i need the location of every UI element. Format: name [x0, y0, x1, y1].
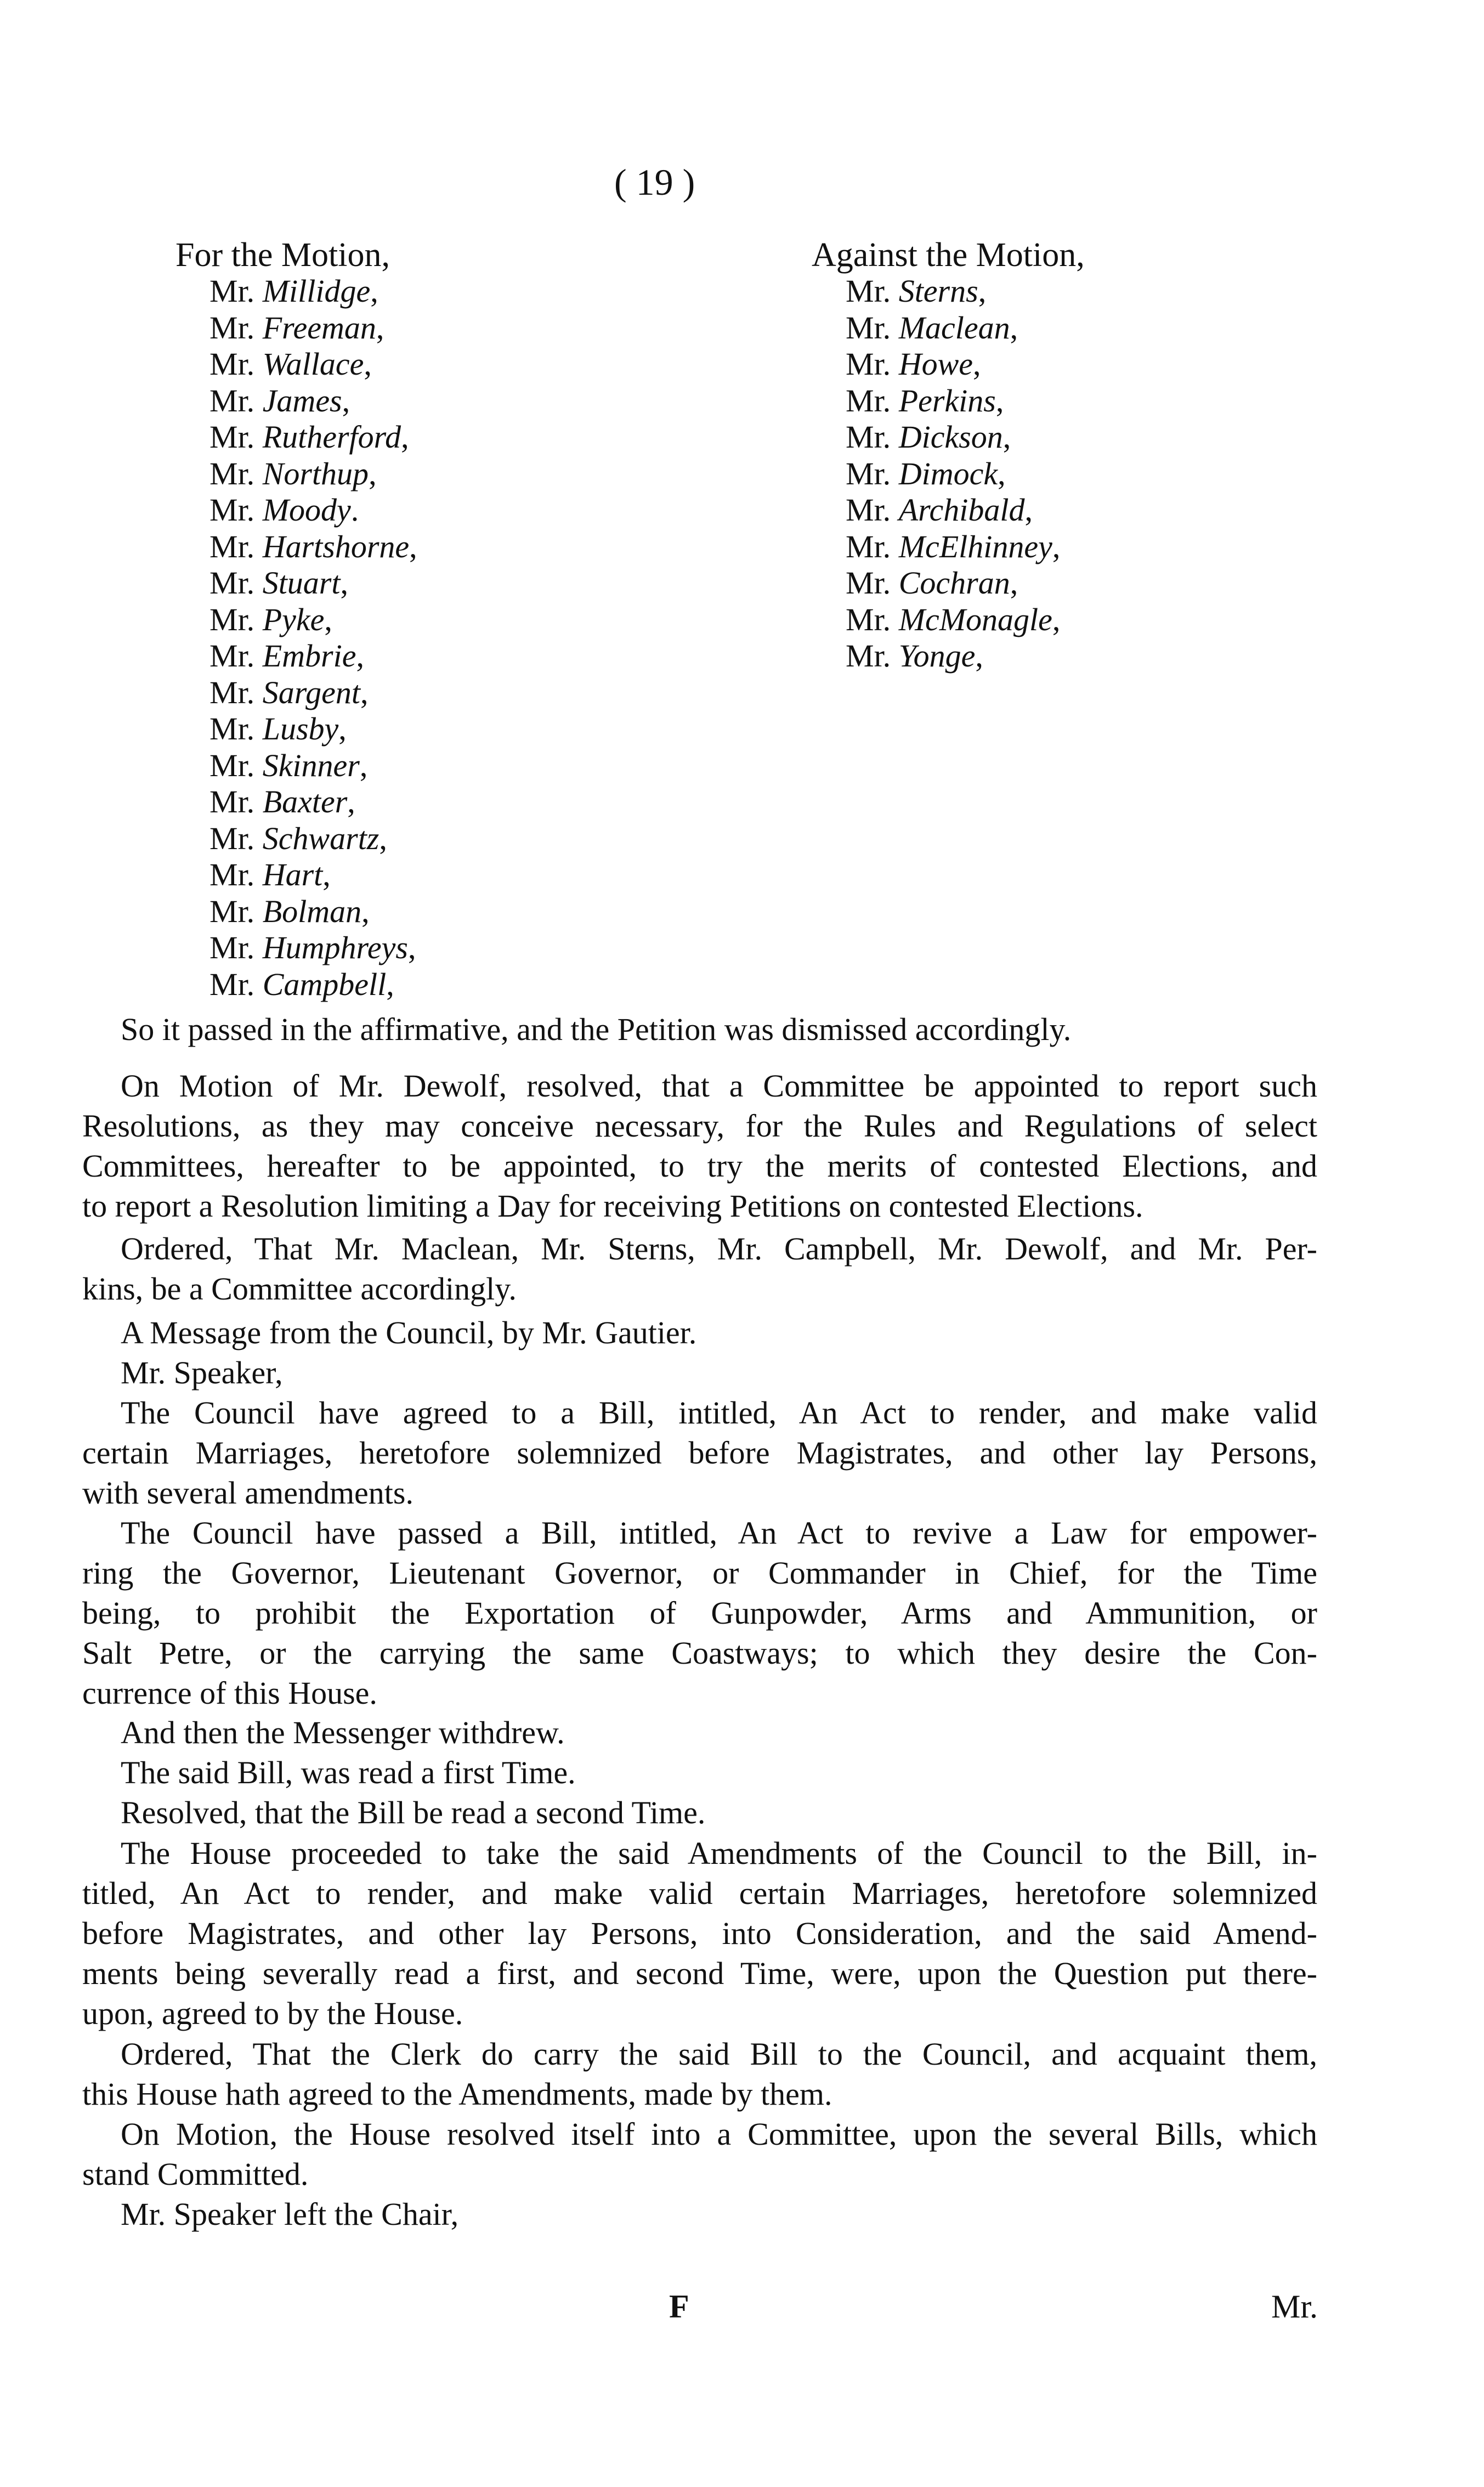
member-entry	[812, 602, 1085, 638]
member-title: Mr.	[209, 784, 255, 819]
member-name: Millidge	[262, 273, 371, 309]
member-title: Mr.	[209, 857, 255, 892]
member-separator: ,	[1010, 309, 1018, 346]
text-line: certain Marriages, heretofore solemnized before Magistrates, and other lay Persons,	[82, 1435, 1317, 1471]
member-name: Schwartz	[262, 820, 380, 856]
text-line: The Council have agreed to a Bill, intitled, An Act to render, and make valid	[121, 1395, 1317, 1431]
member-title: Mr.	[846, 565, 891, 601]
member-entry	[175, 711, 417, 748]
member-separator: ,	[340, 565, 348, 601]
text-line: this House hath agreed to the Amendments, made by them.	[82, 2076, 832, 2112]
member-name: Freeman	[262, 309, 376, 346]
member-separator: ,	[975, 638, 983, 674]
paragraph	[82, 1229, 1317, 1309]
member-title: Mr.	[209, 309, 255, 346]
paragraph	[82, 1753, 1317, 1793]
member-title: Mr.	[846, 419, 891, 455]
member-separator: ,	[1002, 419, 1011, 455]
text-line: with several amendments.	[82, 1475, 414, 1511]
member-separator: ,	[1010, 565, 1018, 601]
member-entry	[175, 492, 417, 529]
member-name: Embrie	[262, 638, 356, 674]
member-separator: ,	[359, 747, 368, 783]
text-line: ments being severally read a first, and second Time, were, upon the Question put there-	[82, 1955, 1317, 1991]
member-separator: ,	[356, 638, 364, 674]
member-title: Mr.	[846, 528, 891, 564]
member-entry	[812, 638, 1085, 675]
member-title: Mr.	[846, 309, 891, 346]
text-line: The Council have passed a Bill, intitled, An Act to revive a Law for empower-	[121, 1515, 1317, 1551]
member-separator: ,	[407, 930, 416, 965]
member-separator: ,	[347, 784, 355, 819]
member-title: Mr.	[209, 893, 255, 929]
text-line: ring the Governor, Lieutenant Governor, or Commander in Chief, for the Time	[82, 1555, 1317, 1591]
member-entry	[175, 565, 417, 602]
text-line: stand Committed.	[82, 2156, 309, 2192]
member-title: Mr.	[209, 747, 255, 783]
member-entry	[175, 529, 417, 566]
member-name: Rutherford	[262, 419, 401, 455]
member-entry	[812, 273, 1085, 310]
paragraph	[82, 1066, 1317, 1226]
text-line: Mr. Speaker,	[121, 1355, 283, 1391]
text-line: On Motion of Mr. Dewolf, resolved, that a Committee be appointed to report such	[121, 1068, 1317, 1104]
member-title: Mr.	[209, 674, 255, 710]
paragraph	[82, 1793, 1317, 1833]
member-entry	[175, 748, 417, 784]
text-line: being, to prohibit the Exportation of Gunpowder, Arms and Ammunition, or	[82, 1595, 1317, 1631]
member-title: Mr.	[209, 273, 255, 309]
text-line: So it passed in the affirmative, and the Petition was dismissed accordingly.	[121, 1011, 1072, 1047]
member-separator: ,	[376, 309, 384, 346]
member-name: Cochran	[898, 565, 1010, 601]
text-line: before Magistrates, and other lay Persons, into Consideration, and the said Amend-	[82, 1915, 1317, 1951]
member-entry	[175, 346, 417, 383]
for-motion-list	[175, 237, 417, 1003]
text-line: to report a Resolution limiting a Day for receiving Petitions on contested Elections.	[82, 1188, 1143, 1224]
member-separator: ,	[1052, 528, 1061, 564]
member-name: Hartshorne	[262, 528, 410, 564]
text-line: upon, agreed to by the House.	[82, 1996, 463, 2031]
text-line: currence of this House.	[82, 1675, 377, 1711]
text-line: On Motion, the House resolved itself into a Committee, upon the several Bills, which	[121, 2116, 1317, 2152]
member-separator: ,	[342, 382, 350, 419]
member-name: Baxter	[262, 784, 348, 819]
member-name: Hart	[262, 857, 323, 892]
member-title: Mr.	[209, 711, 255, 747]
member-title: Mr.	[209, 382, 255, 419]
text-line: The House proceeded to take the said Amendments of the Council to the Bill, in-	[121, 1835, 1317, 1871]
member-name: Sterns	[898, 273, 978, 309]
against-motion-list	[812, 237, 1085, 675]
member-name: Moody	[262, 492, 351, 528]
member-name: Stuart	[262, 565, 341, 601]
member-separator: ,	[379, 820, 387, 856]
member-title: Mr.	[209, 966, 255, 1002]
paragraph	[82, 1393, 1317, 1513]
text-line: Ordered, That the Clerk do carry the said Bill to the Council, and acquaint them,	[121, 2036, 1317, 2072]
member-title: Mr.	[209, 638, 255, 674]
paragraph	[82, 1009, 1317, 1049]
member-entry	[175, 638, 417, 675]
member-separator: ,	[386, 966, 394, 1002]
against-motion-heading: Against the Motion,	[812, 236, 1085, 274]
page-number: ( 19 )	[614, 161, 695, 203]
member-entry	[175, 602, 417, 638]
paragraph	[82, 1712, 1317, 1753]
member-name: Archibald	[898, 492, 1025, 528]
member-title: Mr.	[209, 930, 255, 965]
member-name: Sargent	[262, 674, 360, 710]
member-name: Yonge	[898, 638, 976, 674]
member-name: Dimock	[898, 455, 998, 491]
member-title: Mr.	[209, 492, 255, 528]
member-separator: ,	[401, 419, 409, 455]
member-entry	[175, 821, 417, 857]
member-separator: .	[350, 492, 359, 528]
text-line: And then the Messenger withdrew.	[121, 1715, 565, 1750]
member-entry	[175, 419, 417, 456]
member-name: Wallace	[262, 346, 364, 382]
text-line: titled, An Act to render, and make valid certain Marriages, heretofore solemnized	[82, 1875, 1317, 1911]
member-separator: ,	[322, 857, 331, 892]
signature-mark: F	[669, 2288, 689, 2325]
member-entry	[812, 492, 1085, 529]
member-entry	[812, 383, 1085, 420]
member-entry	[175, 310, 417, 347]
member-separator: ,	[370, 273, 378, 309]
member-entry	[175, 383, 417, 420]
member-title: Mr.	[209, 601, 255, 637]
paragraph	[82, 2034, 1317, 2114]
member-title: Mr.	[209, 455, 255, 491]
member-separator: ,	[360, 674, 369, 710]
member-entry	[812, 419, 1085, 456]
member-title: Mr.	[209, 346, 255, 382]
member-name: Bolman	[262, 893, 362, 929]
member-entry	[175, 675, 417, 711]
member-title: Mr.	[846, 455, 891, 491]
text-line: Resolved, that the Bill be read a second Time.	[121, 1795, 706, 1830]
text-line: Salt Petre, or the carrying the same Coastways; to which they desire the Con-	[82, 1635, 1317, 1671]
member-name: Campbell	[262, 966, 387, 1002]
member-entry	[175, 456, 417, 493]
member-name: McMonagle	[898, 601, 1052, 637]
member-title: Mr.	[846, 346, 891, 382]
member-name: James	[262, 382, 342, 419]
member-name: Skinner	[262, 747, 360, 783]
member-title: Mr.	[846, 273, 891, 309]
member-separator: ,	[995, 382, 1004, 419]
member-name: Dickson	[898, 419, 1003, 455]
text-line: Ordered, That Mr. Maclean, Mr. Sterns, Mr. Campbell, Mr. Dewolf, and Mr. Per-	[121, 1231, 1317, 1267]
member-name: Maclean	[898, 309, 1010, 346]
member-entry	[175, 966, 417, 1003]
paragraph	[82, 1833, 1317, 2033]
member-separator: ,	[361, 893, 370, 929]
member-separator: ,	[324, 601, 332, 637]
text-line: A Message from the Council, by Mr. Gautier.	[121, 1315, 697, 1350]
member-name: Humphreys	[262, 930, 408, 965]
member-name: McElhinney	[898, 528, 1052, 564]
member-entry	[175, 857, 417, 894]
member-separator: ,	[1024, 492, 1033, 528]
member-entry	[175, 894, 417, 930]
for-motion-heading: For the Motion,	[175, 236, 390, 274]
member-separator: ,	[364, 346, 372, 382]
member-title: Mr.	[846, 382, 891, 419]
member-entry	[812, 346, 1085, 383]
text-line: The said Bill, was read a first Time.	[121, 1755, 576, 1790]
text-line: Committees, hereafter to be appointed, to try the merits of contested Elections, and	[82, 1148, 1317, 1184]
member-title: Mr.	[209, 565, 255, 601]
member-separator: ,	[998, 455, 1006, 491]
member-title: Mr.	[846, 492, 891, 528]
member-title: Mr.	[209, 528, 255, 564]
member-separator: ,	[338, 711, 347, 747]
member-separator: ,	[409, 528, 417, 564]
paragraph	[82, 1513, 1317, 1713]
paragraph	[82, 1353, 1317, 1393]
member-entry	[812, 456, 1085, 493]
member-title: Mr.	[846, 601, 891, 637]
member-entry	[812, 565, 1085, 602]
member-name: Pyke	[262, 601, 325, 637]
member-separator: ,	[369, 455, 377, 491]
member-entry	[175, 930, 417, 966]
text-line: Mr. Speaker left the Chair,	[121, 2196, 459, 2232]
text-line: Resolutions, as they may conceive necessary, for the Rules and Regulations of select	[82, 1108, 1317, 1144]
member-separator: ,	[978, 273, 987, 309]
text-line: kins, be a Committee accordingly.	[82, 1271, 517, 1307]
member-entry	[812, 529, 1085, 566]
member-entry	[812, 310, 1085, 347]
paragraph	[82, 2194, 1317, 2234]
member-title: Mr.	[846, 638, 891, 674]
member-entry	[175, 784, 417, 821]
member-name: Howe	[898, 346, 973, 382]
paragraph	[82, 1313, 1317, 1353]
paragraph	[82, 2114, 1317, 2194]
member-name: Northup	[262, 455, 369, 491]
member-entry	[175, 273, 417, 310]
member-separator: ,	[1052, 601, 1061, 637]
member-title: Mr.	[209, 419, 255, 455]
member-title: Mr.	[209, 820, 255, 856]
catchword: Mr.	[1271, 2288, 1318, 2325]
member-separator: ,	[973, 346, 981, 382]
member-name: Perkins	[898, 382, 996, 419]
member-name: Lusby	[262, 711, 339, 747]
